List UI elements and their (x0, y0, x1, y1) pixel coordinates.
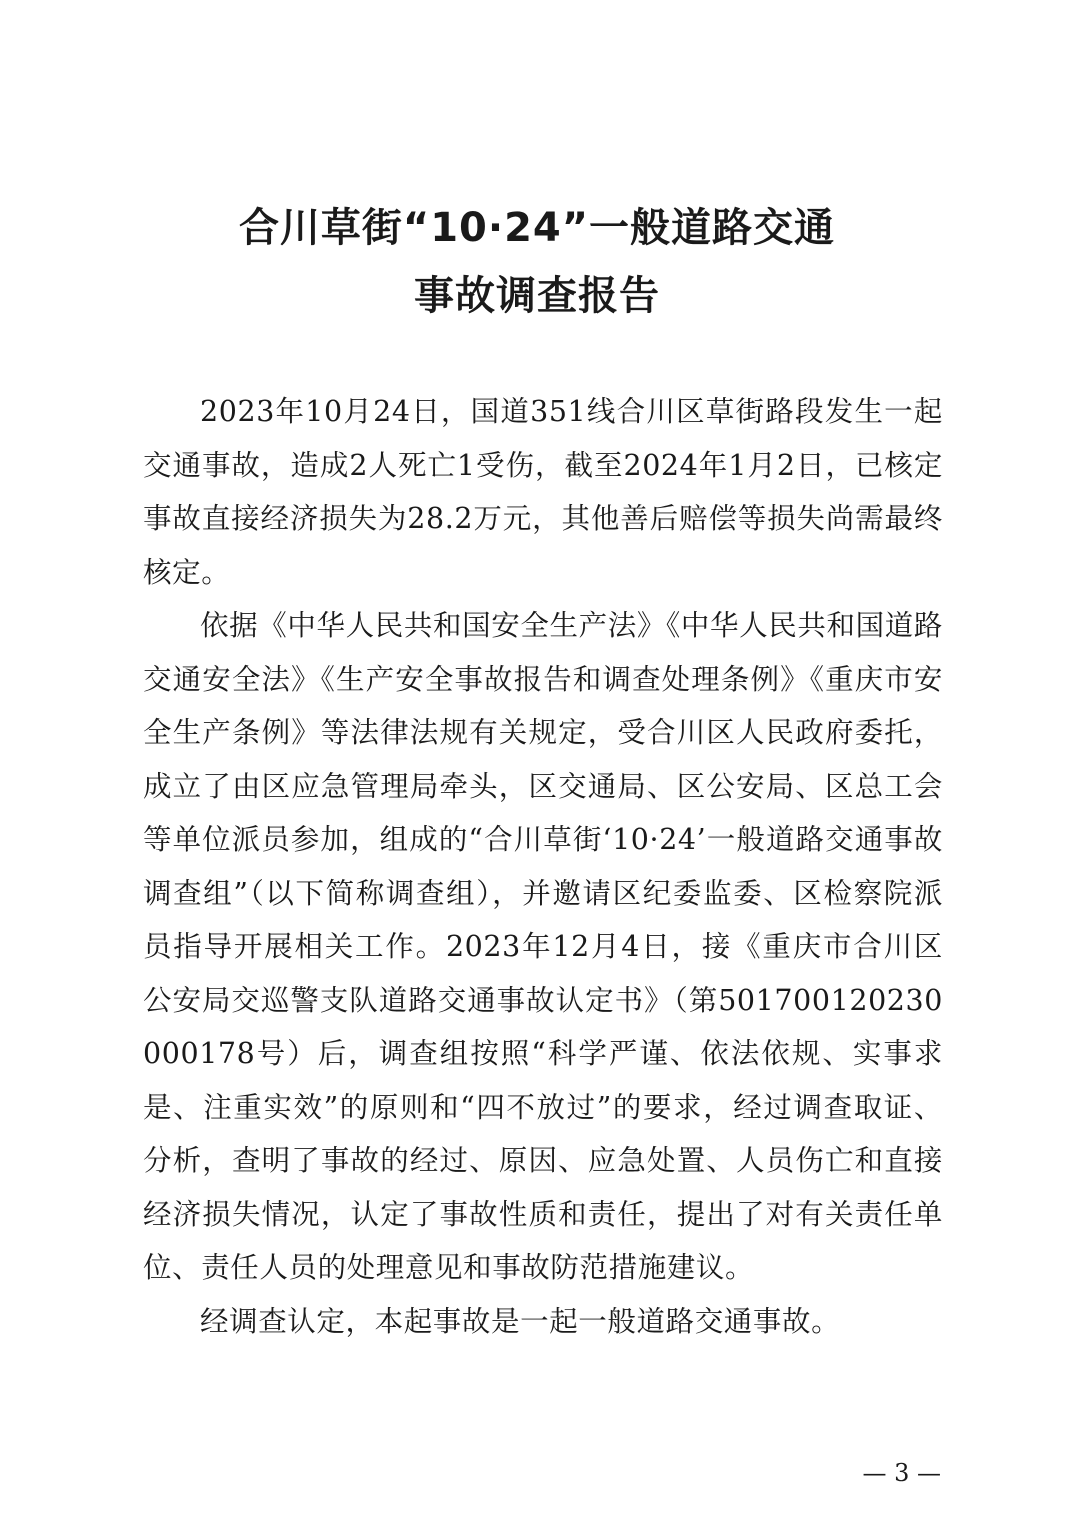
paragraph-conclusion: 经调查认定，本起事故是一起一般道路交通事故。 (200, 1304, 841, 1338)
document-title-line-2: 事故调查报告 (414, 273, 660, 319)
document-title-line-1: 合川草街“10·24”一般道路交通 (238, 205, 836, 251)
paragraph-accident-summary: 2023年10月24日，国道351线合川区草街路段发生一起交通事故，造成2人死亡1受伤，截至2024年1月2日，已核定事故直接经济损失为28.2万元，其他善后赔偿等损失尚需最终核定。 (143, 395, 943, 589)
paragraph-investigation-basis: 依据《中华人民共和国安全生产法》《中华人民共和国道路交通安全法》《生产安全事故报告和调查处理条例》《重庆市安全生产条例》等法律法规有关规定，受合川区人民政府委托，成立了由区应急管理局牵头，区交通局、区公安局、区总工会等单位派员参加，组成的“合川草街‘10·24’一般道路交通事故调查组”（以下简称调查组），并邀请区纪委监委、区检察院派员指导开展相关工作。2023年12月4日，接《重庆市合川区公安局交巡警支队道路交通事故认定书》（第501700120230000178号）后，调查组按照“科学严谨、依法依规、实事求是、注重实效”的原则和“四不放过”的要求，经过调查取证、分析，查明了事故的经过、原因、应急处置、人员伤亡和直接经济损失情况，认定了事故性质和责任，提出了对有关责任单位、责任人员的处理意见和事故防范措施建议。 (143, 609, 943, 1284)
document-body (143, 385, 943, 1348)
page-number: — 3 — (862, 1459, 941, 1487)
